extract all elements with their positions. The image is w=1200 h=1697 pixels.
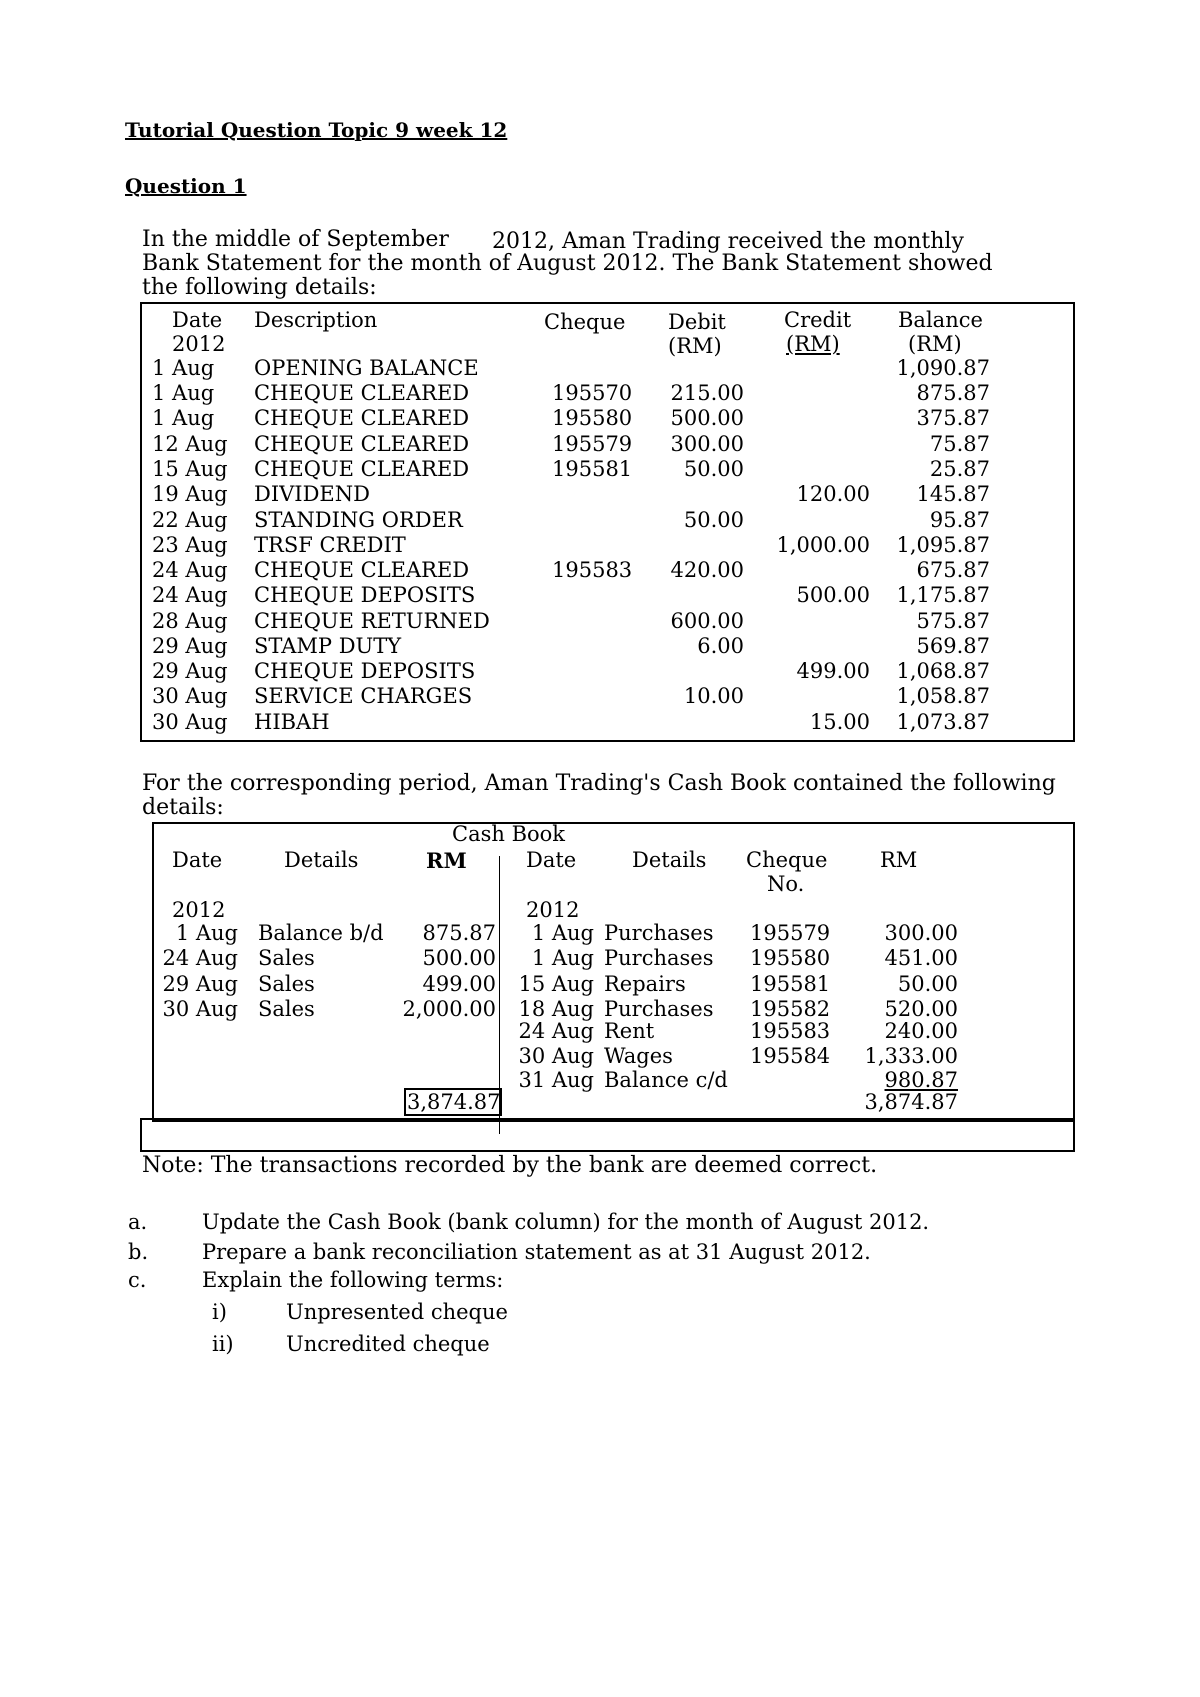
bs-header-description: Description — [254, 308, 378, 332]
bs-row-credit: 120.00 — [796, 482, 870, 506]
bs-row-description: TRSF CREDIT — [254, 533, 406, 557]
cashbook-intro-line-2: details: — [142, 795, 224, 820]
intro-line-3: the following details: — [142, 275, 377, 300]
question-label-c: c. — [128, 1268, 147, 1292]
bs-row-date: 1 Aug — [152, 381, 215, 405]
bs-row-balance: 1,073.87 — [896, 710, 990, 734]
bs-row-balance: 145.87 — [916, 482, 990, 506]
cb-right-row-cheque: 195583 — [750, 1019, 831, 1043]
bs-row-date: 24 Aug — [152, 558, 228, 582]
bs-header-debit-unit: (RM) — [668, 334, 722, 358]
subquestion-text: Uncredited cheque — [286, 1332, 490, 1356]
cb-left-row-date: 24 Aug — [162, 946, 238, 970]
bs-row-date: 22 Aug — [152, 508, 228, 532]
cb-right-row-cheque: 195581 — [750, 972, 831, 996]
cb-right-row-rm: 451.00 — [884, 946, 958, 970]
bs-row-date: 29 Aug — [152, 634, 228, 658]
note-text: Note: The transactions recorded by the bank are deemed correct. — [142, 1153, 878, 1178]
bs-row-balance: 375.87 — [916, 406, 990, 430]
bs-row-balance: 575.87 — [916, 609, 990, 633]
cb-left-total: 3,874.87 — [404, 1088, 502, 1116]
question-text: Explain the following terms: — [202, 1268, 504, 1292]
bs-row-description: CHEQUE CLEARED — [254, 406, 470, 430]
bs-row-debit: 420.00 — [670, 558, 744, 582]
cb-right-row-cheque: 195582 — [750, 997, 831, 1021]
bs-row-description: CHEQUE CLEARED — [254, 432, 470, 456]
cb-right-row-rm: 50.00 — [897, 972, 958, 996]
cb-left-header-rm: RM — [426, 848, 467, 873]
cb-right-row-date: 24 Aug — [518, 1019, 594, 1043]
cb-right-row-date: 31 Aug — [518, 1068, 594, 1092]
bs-row-description: CHEQUE RETURNED — [254, 609, 490, 633]
bs-header-year: 2012 — [172, 332, 226, 356]
cb-right-row-date: 18 Aug — [518, 997, 594, 1021]
cb-right-row-cheque: 195584 — [750, 1044, 831, 1068]
bs-row-date: 30 Aug — [152, 684, 228, 708]
page-title: Tutorial Question Topic 9 week 12 — [125, 118, 508, 142]
bs-row-debit: 10.00 — [683, 684, 744, 708]
bs-row-date: 1 Aug — [152, 406, 215, 430]
bs-row-description: STAMP DUTY — [254, 634, 402, 658]
cashbook-intro-line-1: For the corresponding period, Aman Trading's Cash Book contained the following — [142, 771, 1056, 796]
subquestion-text: Unpresented cheque — [286, 1300, 508, 1324]
question-text: Update the Cash Book (bank column) for the month of August 2012. — [202, 1210, 930, 1234]
cb-right-row-rm: 520.00 — [884, 997, 958, 1021]
bs-row-debit: 300.00 — [670, 432, 744, 456]
bs-row-cheque: 195580 — [552, 406, 633, 430]
cb-right-total: 3,874.87 — [864, 1090, 958, 1114]
bs-row-description: CHEQUE CLEARED — [254, 457, 470, 481]
cb-left-row-details: Balance b/d — [258, 921, 384, 945]
cb-left-row-rm: 875.87 — [422, 921, 496, 945]
bs-row-description: HIBAH — [254, 710, 330, 734]
bs-row-balance: 569.87 — [916, 634, 990, 658]
bs-row-description: CHEQUE DEPOSITS — [254, 659, 476, 683]
bs-header-debit: Debit — [668, 310, 726, 334]
bs-row-credit: 500.00 — [796, 583, 870, 607]
cb-right-row-date: 1 Aug — [531, 921, 594, 945]
bs-row-balance: 1,068.87 — [896, 659, 990, 683]
cb-right-row-date: 1 Aug — [531, 946, 594, 970]
cb-right-header-year: 2012 — [526, 898, 580, 922]
cb-right-row-rm: 1,333.00 — [864, 1044, 958, 1068]
bs-header-balance: Balance — [898, 308, 983, 332]
cb-left-row-rm: 500.00 — [422, 946, 496, 970]
bs-row-description: CHEQUE CLEARED — [254, 381, 470, 405]
cb-left-header-details: Details — [284, 848, 359, 872]
cb-left-header-year: 2012 — [172, 898, 226, 922]
bs-header-balance-unit: (RM) — [908, 332, 962, 356]
bs-row-credit: 15.00 — [809, 710, 870, 734]
bs-row-balance: 1,095.87 — [896, 533, 990, 557]
cb-left-header-date: Date — [172, 848, 223, 872]
bs-row-balance: 1,090.87 — [896, 356, 990, 380]
question-label-b: b. — [128, 1240, 149, 1264]
cb-left-row-rm: 499.00 — [422, 972, 496, 996]
bs-row-cheque: 195583 — [552, 558, 633, 582]
cb-right-row-details: Repairs — [604, 972, 686, 996]
bs-row-balance: 75.87 — [929, 432, 990, 456]
cb-left-row-details: Sales — [258, 997, 315, 1021]
bs-row-cheque: 195581 — [552, 457, 633, 481]
bs-row-date: 29 Aug — [152, 659, 228, 683]
bs-row-description: CHEQUE DEPOSITS — [254, 583, 476, 607]
cb-right-row-rm: 240.00 — [884, 1019, 958, 1043]
bs-row-date: 19 Aug — [152, 482, 228, 506]
cb-right-row-details: Rent — [604, 1019, 655, 1043]
bs-header-credit: Credit — [784, 308, 852, 332]
intro-line-1a: In the middle of September — [142, 227, 449, 252]
cb-right-header-cheque-no: No. — [767, 872, 805, 896]
cb-right-row-rm: 300.00 — [884, 921, 958, 945]
bs-header-credit-unit: (RM) — [786, 332, 840, 356]
cb-left-row-details: Sales — [258, 972, 315, 996]
bs-row-date: 23 Aug — [152, 533, 228, 557]
bs-header-date: Date — [172, 308, 223, 332]
intro-line-2: Bank Statement for the month of August 2012. The Bank Statement showed — [142, 251, 993, 276]
subquestion-label: i) — [212, 1300, 227, 1324]
cb-right-row-rm: 980.87 — [884, 1068, 958, 1092]
bs-row-description: STANDING ORDER — [254, 508, 463, 532]
bs-row-credit: 499.00 — [796, 659, 870, 683]
bs-row-date: 30 Aug — [152, 710, 228, 734]
bs-row-description: DIVIDEND — [254, 482, 370, 506]
bs-row-date: 15 Aug — [152, 457, 228, 481]
bs-row-balance: 25.87 — [929, 457, 990, 481]
bs-row-description: SERVICE CHARGES — [254, 684, 473, 708]
cash-book-title: Cash Book — [452, 822, 566, 846]
cb-right-row-cheque: 195579 — [750, 921, 831, 945]
bs-row-debit: 500.00 — [670, 406, 744, 430]
bs-row-balance: 1,058.87 — [896, 684, 990, 708]
bs-row-balance: 675.87 — [916, 558, 990, 582]
question-label: Question 1 — [125, 174, 247, 198]
bs-row-balance: 95.87 — [929, 508, 990, 532]
bs-row-debit: 215.00 — [670, 381, 744, 405]
bs-row-debit: 600.00 — [670, 609, 744, 633]
bs-row-debit: 50.00 — [683, 508, 744, 532]
bs-row-description: CHEQUE CLEARED — [254, 558, 470, 582]
cb-right-row-details: Purchases — [604, 946, 714, 970]
cb-right-header-rm: RM — [880, 848, 918, 872]
bs-row-balance: 1,175.87 — [896, 583, 990, 607]
cash-book-footer-box — [140, 1118, 1075, 1152]
cb-right-row-cheque: 195580 — [750, 946, 831, 970]
bs-header-cheque: Cheque — [544, 310, 626, 334]
cb-left-row-date: 1 Aug — [175, 921, 238, 945]
question-text: Prepare a bank reconciliation statement as at 31 August 2012. — [202, 1240, 871, 1264]
cb-left-row-details: Sales — [258, 946, 315, 970]
bs-row-debit: 50.00 — [683, 457, 744, 481]
bs-row-cheque: 195579 — [552, 432, 633, 456]
bs-row-balance: 875.87 — [916, 381, 990, 405]
bs-row-date: 12 Aug — [152, 432, 228, 456]
cb-right-row-details: Purchases — [604, 997, 714, 1021]
cb-right-row-date: 15 Aug — [518, 972, 594, 996]
bs-row-date: 1 Aug — [152, 356, 215, 380]
cb-left-row-date: 29 Aug — [162, 972, 238, 996]
bs-row-date: 28 Aug — [152, 609, 228, 633]
cb-right-row-details: Purchases — [604, 921, 714, 945]
question-label-a: a. — [128, 1210, 148, 1234]
intro-line-1b: 2012, Aman Trading received the monthly — [492, 229, 964, 254]
cb-right-header-details: Details — [632, 848, 707, 872]
bs-row-date: 24 Aug — [152, 583, 228, 607]
bs-row-cheque: 195570 — [552, 381, 633, 405]
bs-row-debit: 6.00 — [697, 634, 744, 658]
cb-right-row-details: Wages — [604, 1044, 673, 1068]
cb-left-row-rm: 2,000.00 — [402, 997, 496, 1021]
cb-right-row-details: Balance c/d — [604, 1068, 728, 1092]
bs-row-credit: 1,000.00 — [776, 533, 870, 557]
cb-left-row-date: 30 Aug — [162, 997, 238, 1021]
cb-right-header-date: Date — [526, 848, 577, 872]
subquestion-label: ii) — [212, 1332, 234, 1356]
cb-right-header-cheque: Cheque — [746, 848, 828, 872]
cb-right-row-date: 30 Aug — [518, 1044, 594, 1068]
bs-row-description: OPENING BALANCE — [254, 356, 479, 380]
